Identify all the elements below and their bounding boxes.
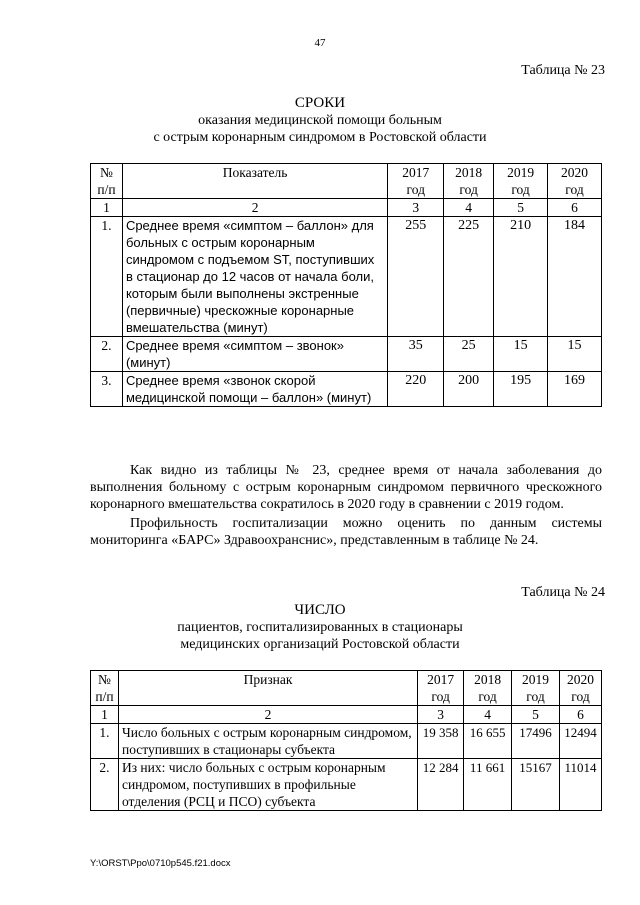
header-year-2018: 2018 год <box>464 671 512 706</box>
table-row <box>91 759 602 811</box>
row-value: 15 <box>494 337 548 372</box>
colnum: 2 <box>118 706 417 724</box>
row-num: 1. <box>91 217 123 337</box>
table24-title-main: ЧИСЛО <box>294 602 346 618</box>
table23-title-line3: с острым коронарным синдромом в Ростовской области <box>153 130 487 145</box>
header-year-2018: 2018 год <box>444 164 494 199</box>
colnum: 4 <box>444 199 494 217</box>
colnum: 3 <box>388 199 444 217</box>
row-value: 15167 <box>512 759 560 811</box>
table23-caption: Таблица № 23 <box>521 63 605 78</box>
row-value: 17496 <box>512 724 560 759</box>
header-year-2019: 2019 год <box>512 671 560 706</box>
header-num: № п/п <box>91 164 123 199</box>
header-indicator: Показатель <box>122 164 387 199</box>
header-year-2019: 2019 год <box>494 164 548 199</box>
colnum: 6 <box>548 199 602 217</box>
table24-header-row <box>91 671 602 706</box>
header-year-2017: 2017 год <box>388 164 444 199</box>
row-num: 2. <box>91 759 119 811</box>
row-value: 35 <box>388 337 444 372</box>
row-value: 19 358 <box>418 724 464 759</box>
table23 <box>90 163 602 407</box>
row-value: 11 661 <box>464 759 512 811</box>
table-row <box>91 724 602 759</box>
row-value: 12 284 <box>418 759 464 811</box>
row-value: 225 <box>444 217 494 337</box>
table-row <box>91 217 602 337</box>
row-value: 210 <box>494 217 548 337</box>
row-num: 3. <box>91 372 123 407</box>
colnum: 5 <box>494 199 548 217</box>
footer-file-path: Y:\ORST\Ppo\0710p545.f21.docx <box>90 858 231 869</box>
row-value: 200 <box>444 372 494 407</box>
row-value: 195 <box>494 372 548 407</box>
header-indicator: Признак <box>118 671 417 706</box>
table24-title-line2: пациентов, госпитализированных в стационары <box>177 620 463 635</box>
row-label: Из них: число больных с острым коронарным синдромом, поступивших в профильные отделения (РСЦ и ПСО) субъекта <box>118 759 417 811</box>
header-num: № п/п <box>91 671 119 706</box>
row-value: 16 655 <box>464 724 512 759</box>
row-num: 1. <box>91 724 119 759</box>
page-number: 47 <box>314 37 326 49</box>
row-value: 11014 <box>559 759 601 811</box>
row-value: 169 <box>548 372 602 407</box>
table24 <box>90 670 602 811</box>
table24-caption: Таблица № 24 <box>521 585 605 600</box>
paragraph-2: Профильность госпитализации можно оценить по данным системы мониторинга «БАРС» Здравоохранснис», представленным в таблице № 24. <box>90 516 602 548</box>
colnum: 6 <box>559 706 601 724</box>
table23-title <box>0 95 640 146</box>
colnum: 2 <box>122 199 387 217</box>
table23-title-line2: оказания медицинской помощи больным <box>198 113 442 128</box>
colnum: 5 <box>512 706 560 724</box>
row-value: 15 <box>548 337 602 372</box>
header-year-2020: 2020 год <box>548 164 602 199</box>
table24-colnum-row <box>91 706 602 724</box>
header-year-2017: 2017 год <box>418 671 464 706</box>
table23-title-main: СРОКИ <box>294 95 346 111</box>
row-num: 2. <box>91 337 123 372</box>
row-value: 12494 <box>559 724 601 759</box>
table24-title <box>0 602 640 653</box>
table-row <box>91 337 602 372</box>
colnum: 1 <box>91 706 119 724</box>
table24-title-line3: медицинских организаций Ростовской области <box>180 637 460 652</box>
table23-header-row <box>91 164 602 199</box>
row-label: Среднее время «звонок скорой медицинской помощи – баллон» (минут) <box>122 372 387 407</box>
colnum: 1 <box>91 199 123 217</box>
header-year-2020: 2020 год <box>559 671 601 706</box>
row-value: 25 <box>444 337 494 372</box>
colnum: 4 <box>464 706 512 724</box>
row-value: 255 <box>388 217 444 337</box>
row-label: Число больных с острым коронарным синдромом, поступивших в стационары субъекта <box>118 724 417 759</box>
row-label: Среднее время «симптом – звонок» (минут) <box>122 337 387 372</box>
table23-colnum-row <box>91 199 602 217</box>
row-value: 184 <box>548 217 602 337</box>
colnum: 3 <box>418 706 464 724</box>
row-value: 220 <box>388 372 444 407</box>
table-row <box>91 372 602 407</box>
body-text <box>90 462 602 549</box>
paragraph-1: Как видно из таблицы № 23, среднее время от начала заболевания до выполнения больному с острым коронарным синдромом первичного чрескожного коронарного вмешательства сократилось в 2020 году в сравнении с 2019 годом. <box>90 463 602 512</box>
row-label: Среднее время «симптом – баллон» для больных с острым коронарным синдромом с подъемом ST, поступивших в стационар до 12 часов от начала боли, которым были выполнены экстренные (первичные) чрескожные коронарные вмешательства (минут) <box>122 217 387 337</box>
